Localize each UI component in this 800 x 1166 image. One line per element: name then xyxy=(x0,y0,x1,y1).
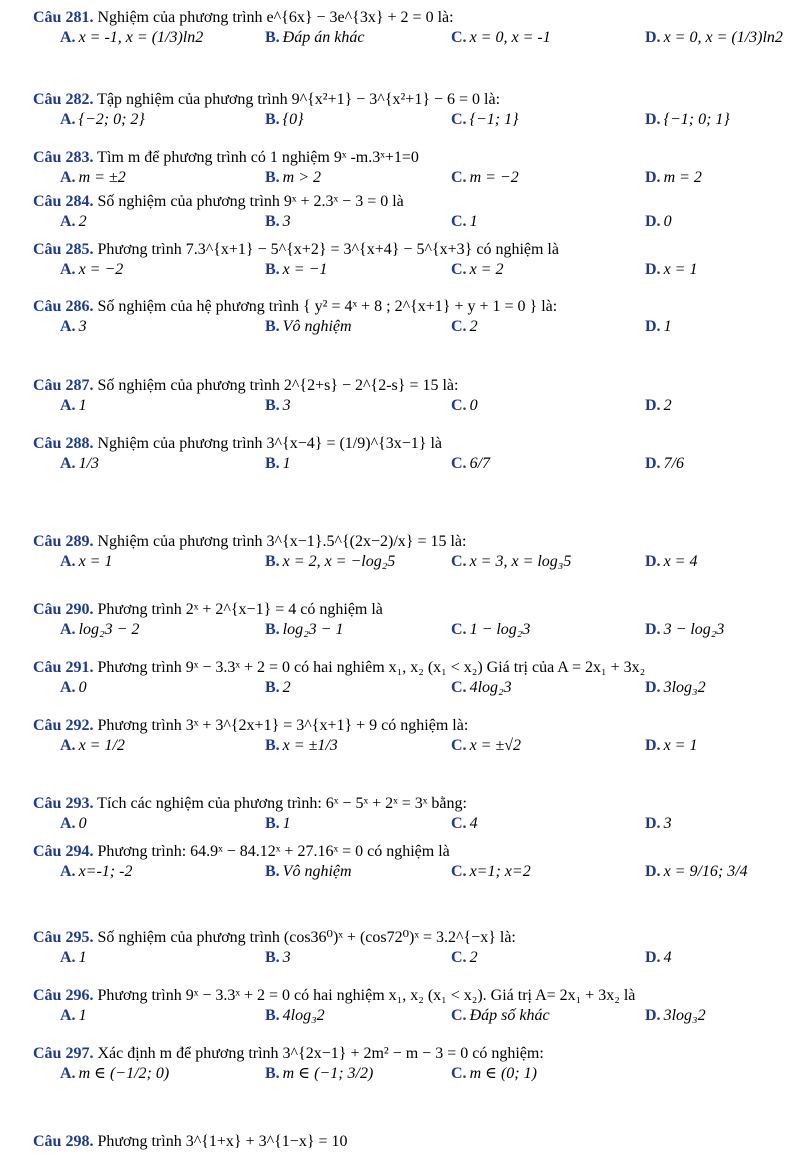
question-text: Số nghiệm của phương trình (cos36⁰)ˣ + (cos72⁰)ˣ = 3.2^{−x} là: xyxy=(97,929,516,946)
option-text: 4log₂3 xyxy=(469,679,512,696)
question-q290 xyxy=(33,600,790,642)
option-text: 0 xyxy=(78,815,87,832)
question-stem xyxy=(33,376,790,396)
option-text: 3 xyxy=(663,815,672,832)
option-text: 3 xyxy=(282,397,291,414)
answer-option[interactable] xyxy=(265,454,291,474)
question-q289 xyxy=(33,532,790,574)
option-letter: B. xyxy=(265,863,280,880)
answer-option[interactable] xyxy=(265,814,291,834)
answer-option[interactable] xyxy=(265,552,395,572)
answer-options xyxy=(33,620,790,642)
answer-option[interactable] xyxy=(60,736,125,756)
option-text: 0 xyxy=(469,397,478,414)
option-letter: C. xyxy=(451,863,467,880)
answer-options xyxy=(33,948,790,970)
option-text: 3 xyxy=(282,949,291,966)
option-text: 1 − log₂3 xyxy=(469,621,531,638)
option-letter: C. xyxy=(451,553,467,570)
option-letter: B. xyxy=(265,397,280,414)
option-letter: B. xyxy=(265,169,280,186)
answer-option[interactable] xyxy=(60,28,203,48)
question-text: Phương trình 3ˣ + 3^{2x+1} = 3^{x+1} + 9 có nghiệm là: xyxy=(97,717,469,734)
option-letter: B. xyxy=(265,318,280,335)
answer-option[interactable] xyxy=(60,110,145,130)
option-text: x=-1; -2 xyxy=(78,863,133,880)
option-text: {−1; 1} xyxy=(469,111,519,128)
answer-option[interactable] xyxy=(451,620,530,640)
question-text: Xác định m để phương trình 3^{2x−1} + 2m² − m − 3 = 0 có nghiệm: xyxy=(97,1045,544,1062)
option-letter: D. xyxy=(645,737,661,754)
answer-option[interactable] xyxy=(645,110,730,130)
option-text: 2 xyxy=(469,318,478,335)
answer-option[interactable] xyxy=(265,736,338,756)
question-stem xyxy=(33,716,790,736)
option-letter: B. xyxy=(265,261,280,278)
answer-options xyxy=(33,736,790,758)
answer-option[interactable] xyxy=(265,862,352,882)
answer-options xyxy=(33,212,790,234)
option-letter: D. xyxy=(645,455,661,472)
answer-option[interactable] xyxy=(645,260,697,280)
question-stem xyxy=(33,842,790,862)
option-letter: D. xyxy=(645,397,661,414)
question-q292 xyxy=(33,716,790,758)
option-letter: A. xyxy=(60,29,76,46)
answer-option[interactable] xyxy=(451,552,571,572)
answer-option[interactable] xyxy=(451,260,503,280)
option-letter: A. xyxy=(60,455,76,472)
option-text: 2 xyxy=(78,213,87,230)
answer-option[interactable] xyxy=(60,678,87,698)
answer-option[interactable] xyxy=(645,454,684,474)
option-text: x = ±1/3 xyxy=(282,737,338,754)
option-letter: C. xyxy=(451,169,467,186)
question-q284 xyxy=(33,192,790,234)
option-text: x = 2 xyxy=(469,261,504,278)
option-letter: A. xyxy=(60,1065,76,1082)
option-letter: D. xyxy=(645,111,661,128)
question-number: Câu 287. xyxy=(33,377,94,394)
option-text: 4 xyxy=(469,815,478,832)
option-letter: D. xyxy=(645,169,661,186)
answer-option[interactable] xyxy=(265,1064,373,1084)
option-text: 1 xyxy=(282,815,291,832)
answer-options xyxy=(33,1064,790,1086)
answer-option[interactable] xyxy=(451,212,478,232)
option-text: 2 xyxy=(469,949,478,966)
question-number: Câu 296. xyxy=(33,987,94,1004)
answer-option[interactable] xyxy=(451,1006,550,1026)
question-number: Câu 290. xyxy=(33,601,94,618)
question-stem xyxy=(33,532,790,552)
option-letter: D. xyxy=(645,815,661,832)
option-letter: C. xyxy=(451,213,467,230)
option-text: 1 xyxy=(78,397,87,414)
option-text: log₂3 − 1 xyxy=(282,621,344,638)
question-text: Tập nghiệm của phương trình 9^{x²+1} − 3^{x²+1} − 6 = 0 là: xyxy=(97,91,501,108)
option-letter: A. xyxy=(60,397,76,414)
option-text: 1 xyxy=(469,213,478,230)
question-q286 xyxy=(33,297,790,339)
option-letter: A. xyxy=(60,553,76,570)
option-text: 3log₃2 xyxy=(663,1007,706,1024)
answer-option[interactable] xyxy=(265,168,321,188)
answer-option[interactable] xyxy=(265,1006,325,1026)
question-text: Tích các nghiệm của phương trình: 6ˣ − 5ˣ + 2ˣ = 3ˣ bằng: xyxy=(97,795,467,812)
question-stem xyxy=(33,192,790,212)
answer-option[interactable] xyxy=(265,260,327,280)
option-letter: A. xyxy=(60,737,76,754)
answer-options xyxy=(33,396,790,418)
question-q281 xyxy=(33,8,790,50)
option-text: 3 − log₂3 xyxy=(663,621,725,638)
option-letter: C. xyxy=(451,949,467,966)
answer-option[interactable] xyxy=(451,110,518,130)
question-number: Câu 298. xyxy=(33,1133,94,1150)
option-letter: B. xyxy=(265,737,280,754)
question-q295 xyxy=(33,928,790,970)
option-text: m = ±2 xyxy=(78,169,126,186)
option-letter: C. xyxy=(451,1065,467,1082)
question-text: Phương trình 2ˣ + 2^{x−1} = 4 có nghiệm là xyxy=(97,601,383,618)
question-number: Câu 294. xyxy=(33,843,94,860)
option-text: x = 1/2 xyxy=(78,737,125,754)
question-number: Câu 283. xyxy=(33,149,94,166)
question-q293 xyxy=(33,794,790,836)
question-text: Nghiệm của phương trình 3^{x−1}.5^{(2x−2)/x} = 15 là: xyxy=(97,533,467,550)
option-text: 1 xyxy=(78,1007,87,1024)
answer-option[interactable] xyxy=(60,168,126,188)
question-text: Tìm m để phương trình có 1 nghiệm 9ˣ -m.3ˣ+1=0 xyxy=(97,149,419,166)
answer-option[interactable] xyxy=(645,552,697,572)
option-letter: D. xyxy=(645,29,661,46)
question-q285 xyxy=(33,240,790,282)
answer-option[interactable] xyxy=(645,948,672,968)
option-text: x = 9/16; 3/4 xyxy=(663,863,748,880)
option-text: {−2; 0; 2} xyxy=(78,111,145,128)
option-letter: D. xyxy=(645,213,661,230)
answer-option[interactable] xyxy=(451,736,521,756)
option-letter: B. xyxy=(265,111,280,128)
question-q298 xyxy=(33,1132,790,1152)
question-q294 xyxy=(33,842,790,884)
question-number: Câu 284. xyxy=(33,193,94,210)
option-letter: A. xyxy=(60,318,76,335)
question-text: Phương trình: 64.9ˣ − 84.12ˣ + 27.16ˣ = 0 có nghiệm là xyxy=(97,843,450,860)
option-letter: A. xyxy=(60,621,76,638)
answer-option[interactable] xyxy=(60,620,139,640)
question-number: Câu 297. xyxy=(33,1045,94,1062)
answer-options xyxy=(33,168,790,190)
answer-option[interactable] xyxy=(645,620,724,640)
answer-option[interactable] xyxy=(451,862,531,882)
option-letter: D. xyxy=(645,949,661,966)
option-letter: A. xyxy=(60,815,76,832)
option-letter: B. xyxy=(265,621,280,638)
answer-options xyxy=(33,110,790,132)
question-q283 xyxy=(33,148,790,190)
answer-option[interactable] xyxy=(645,678,706,698)
option-letter: C. xyxy=(451,455,467,472)
answer-options xyxy=(33,814,790,836)
option-text: x = 4 xyxy=(663,553,698,570)
answer-option[interactable] xyxy=(265,317,352,337)
option-text: x = 1 xyxy=(663,261,698,278)
option-letter: A. xyxy=(60,111,76,128)
option-letter: C. xyxy=(451,397,467,414)
question-stem xyxy=(33,928,790,948)
answer-option[interactable] xyxy=(60,948,87,968)
option-text: 3 xyxy=(282,213,291,230)
answer-option[interactable] xyxy=(265,212,291,232)
question-q288 xyxy=(33,434,790,476)
option-letter: B. xyxy=(265,1065,280,1082)
option-text: 7/6 xyxy=(663,455,685,472)
question-stem xyxy=(33,240,790,260)
option-letter: A. xyxy=(60,261,76,278)
answer-option[interactable] xyxy=(645,28,783,48)
answer-option[interactable] xyxy=(645,168,702,188)
question-q297 xyxy=(33,1044,790,1086)
option-letter: B. xyxy=(265,815,280,832)
option-text: 0 xyxy=(663,213,672,230)
option-letter: D. xyxy=(645,261,661,278)
option-text: m ∈ (−1/2; 0) xyxy=(78,1065,170,1082)
option-text: m ∈ (−1; 3/2) xyxy=(282,1065,374,1082)
option-letter: C. xyxy=(451,318,467,335)
answer-option[interactable] xyxy=(645,862,748,882)
option-letter: C. xyxy=(451,261,467,278)
question-q287 xyxy=(33,376,790,418)
question-q282 xyxy=(33,90,790,132)
option-letter: B. xyxy=(265,1007,280,1024)
question-number: Câu 295. xyxy=(33,929,94,946)
option-text: x = −1 xyxy=(282,261,328,278)
question-text: Phương trình 3^{1+x} + 3^{1−x} = 10 xyxy=(97,1133,348,1150)
option-letter: C. xyxy=(451,621,467,638)
option-text: 6/7 xyxy=(469,455,491,472)
question-text: Nghiệm của phương trình e^{6x} − 3e^{3x} + 2 = 0 là: xyxy=(97,9,454,26)
answer-option[interactable] xyxy=(451,814,478,834)
question-text: Số nghiệm của phương trình 9ˣ + 2.3ˣ − 3 = 0 là xyxy=(97,193,404,210)
option-letter: D. xyxy=(645,1007,661,1024)
answer-option[interactable] xyxy=(265,678,291,698)
option-text: 2 xyxy=(282,679,291,696)
option-text: m = 2 xyxy=(663,169,702,186)
option-text: Vô nghiệm xyxy=(282,863,352,880)
question-stem xyxy=(33,434,790,454)
question-stem xyxy=(33,600,790,620)
answer-option[interactable] xyxy=(451,168,519,188)
option-letter: A. xyxy=(60,863,76,880)
option-text: m > 2 xyxy=(282,169,322,186)
answer-option[interactable] xyxy=(60,317,87,337)
option-letter: C. xyxy=(451,737,467,754)
question-stem xyxy=(33,1132,790,1152)
option-letter: B. xyxy=(265,949,280,966)
question-text: Phương trình 9ˣ − 3.3ˣ + 2 = 0 có hai nghiệm x₁, x₂ (x₁ < x₂). Giá trị A= 2x₁ + 3x₂ là xyxy=(97,987,636,1004)
answer-option[interactable] xyxy=(265,28,364,48)
answer-option[interactable] xyxy=(265,110,303,130)
option-text: log₂3 − 2 xyxy=(78,621,140,638)
option-letter: D. xyxy=(645,318,661,335)
question-q291 xyxy=(33,658,790,700)
question-stem xyxy=(33,8,790,28)
answer-option[interactable] xyxy=(60,862,132,882)
option-text: x = 0, x = (1/3)ln2 xyxy=(663,29,783,46)
option-text: Đáp số khác xyxy=(469,1007,550,1024)
question-number: Câu 281. xyxy=(33,9,94,26)
answer-option[interactable] xyxy=(265,620,343,640)
option-text: 4log₃2 xyxy=(282,1007,325,1024)
option-text: 3 xyxy=(78,318,87,335)
option-text: {−1; 0; 1} xyxy=(663,111,730,128)
answer-option[interactable] xyxy=(60,396,87,416)
option-text: 3log₃2 xyxy=(663,679,706,696)
question-stem xyxy=(33,1044,790,1064)
option-text: x = 3, x = log₃5 xyxy=(469,553,572,570)
option-text: 1/3 xyxy=(78,455,100,472)
option-letter: C. xyxy=(451,815,467,832)
option-letter: C. xyxy=(451,1007,467,1024)
question-q296 xyxy=(33,986,790,1028)
option-text: 1 xyxy=(282,455,291,472)
question-number: Câu 288. xyxy=(33,435,94,452)
answer-option[interactable] xyxy=(60,552,112,572)
question-text: Phương trình 7.3^{x+1} − 5^{x+2} = 3^{x+4} − 5^{x+3} có nghiệm là xyxy=(97,241,559,258)
option-text: x=1; x=2 xyxy=(469,863,531,880)
option-letter: C. xyxy=(451,111,467,128)
answer-option[interactable] xyxy=(60,1006,87,1026)
answer-option[interactable] xyxy=(451,454,490,474)
answer-option[interactable] xyxy=(451,28,551,48)
answer-options xyxy=(33,28,790,50)
answer-options xyxy=(33,1006,790,1028)
question-stem xyxy=(33,297,790,317)
question-text: Số nghiệm của phương trình 2^{2+s} − 2^{2-s} = 15 là: xyxy=(97,377,459,394)
option-letter: B. xyxy=(265,29,280,46)
answer-option[interactable] xyxy=(451,396,478,416)
option-letter: C. xyxy=(451,679,467,696)
question-stem xyxy=(33,90,790,110)
answer-options xyxy=(33,552,790,574)
answer-option[interactable] xyxy=(265,948,291,968)
option-letter: A. xyxy=(60,169,76,186)
option-letter: B. xyxy=(265,679,280,696)
option-letter: D. xyxy=(645,553,661,570)
question-number: Câu 282. xyxy=(33,91,94,108)
option-text: 2 xyxy=(663,397,672,414)
option-text: 0 xyxy=(78,679,87,696)
answer-option[interactable] xyxy=(451,678,512,698)
option-text: x = -1, x = (1/3)ln2 xyxy=(78,29,204,46)
question-number: Câu 293. xyxy=(33,795,94,812)
question-number: Câu 289. xyxy=(33,533,94,550)
option-text: x = 1 xyxy=(78,553,113,570)
option-text: m = −2 xyxy=(469,169,519,186)
option-text: Đáp án khác xyxy=(282,29,365,46)
answer-option[interactable] xyxy=(60,212,87,232)
question-number: Câu 285. xyxy=(33,241,94,258)
answer-option[interactable] xyxy=(645,317,672,337)
answer-option[interactable] xyxy=(451,948,478,968)
question-number: Câu 291. xyxy=(33,659,94,676)
answer-option[interactable] xyxy=(645,396,672,416)
answer-option[interactable] xyxy=(645,212,672,232)
option-letter: D. xyxy=(645,679,661,696)
option-letter: A. xyxy=(60,679,76,696)
option-letter: B. xyxy=(265,553,280,570)
option-text: m ∈ (0; 1) xyxy=(469,1065,537,1082)
option-text: x = −2 xyxy=(78,261,124,278)
option-text: 4 xyxy=(663,949,672,966)
option-text: x = 0, x = -1 xyxy=(469,29,551,46)
question-stem xyxy=(33,658,790,678)
question-stem xyxy=(33,794,790,814)
question-number: Câu 286. xyxy=(33,298,94,315)
option-letter: B. xyxy=(265,213,280,230)
answer-options xyxy=(33,862,790,884)
option-text: 1 xyxy=(78,949,87,966)
answer-option[interactable] xyxy=(451,317,478,337)
answer-option[interactable] xyxy=(265,396,291,416)
option-text: 1 xyxy=(663,318,672,335)
question-text: Nghiệm của phương trình 3^{x−4} = (1/9)^{3x−1} là xyxy=(97,435,443,452)
option-letter: B. xyxy=(265,455,280,472)
answer-option[interactable] xyxy=(451,1064,537,1084)
answer-option[interactable] xyxy=(60,454,99,474)
option-letter: A. xyxy=(60,1007,76,1024)
option-letter: D. xyxy=(645,621,661,638)
answer-options xyxy=(33,454,790,476)
question-text: Số nghiệm của hệ phương trình { y² = 4ˣ + 8 ; 2^{x+1} + y + 1 = 0 } là: xyxy=(97,298,558,315)
question-stem xyxy=(33,986,790,1006)
answer-option[interactable] xyxy=(645,1006,706,1026)
answer-option[interactable] xyxy=(60,814,87,834)
option-text: x = 2, x = −log₂5 xyxy=(282,553,396,570)
option-letter: C. xyxy=(451,29,467,46)
option-text: x = 1 xyxy=(663,737,698,754)
option-text: x = ±√2 xyxy=(469,737,522,754)
question-text: Phương trình 9ˣ − 3.3ˣ + 2 = 0 có hai nghiêm x₁, x₂ (x₁ < x₂) Giá trị của A = 2x₁ + 3x₂ xyxy=(97,659,646,676)
option-letter: D. xyxy=(645,863,661,880)
answer-option[interactable] xyxy=(60,260,123,280)
answer-options xyxy=(33,317,790,339)
option-text: Vô nghiệm xyxy=(282,318,352,335)
question-stem xyxy=(33,148,790,168)
answer-options xyxy=(33,260,790,282)
answer-options xyxy=(33,678,790,700)
option-letter: A. xyxy=(60,949,76,966)
answer-option[interactable] xyxy=(60,1064,169,1084)
question-number: Câu 292. xyxy=(33,717,94,734)
option-letter: A. xyxy=(60,213,76,230)
option-text: {0} xyxy=(282,111,304,128)
answer-option[interactable] xyxy=(645,736,697,756)
answer-option[interactable] xyxy=(645,814,672,834)
